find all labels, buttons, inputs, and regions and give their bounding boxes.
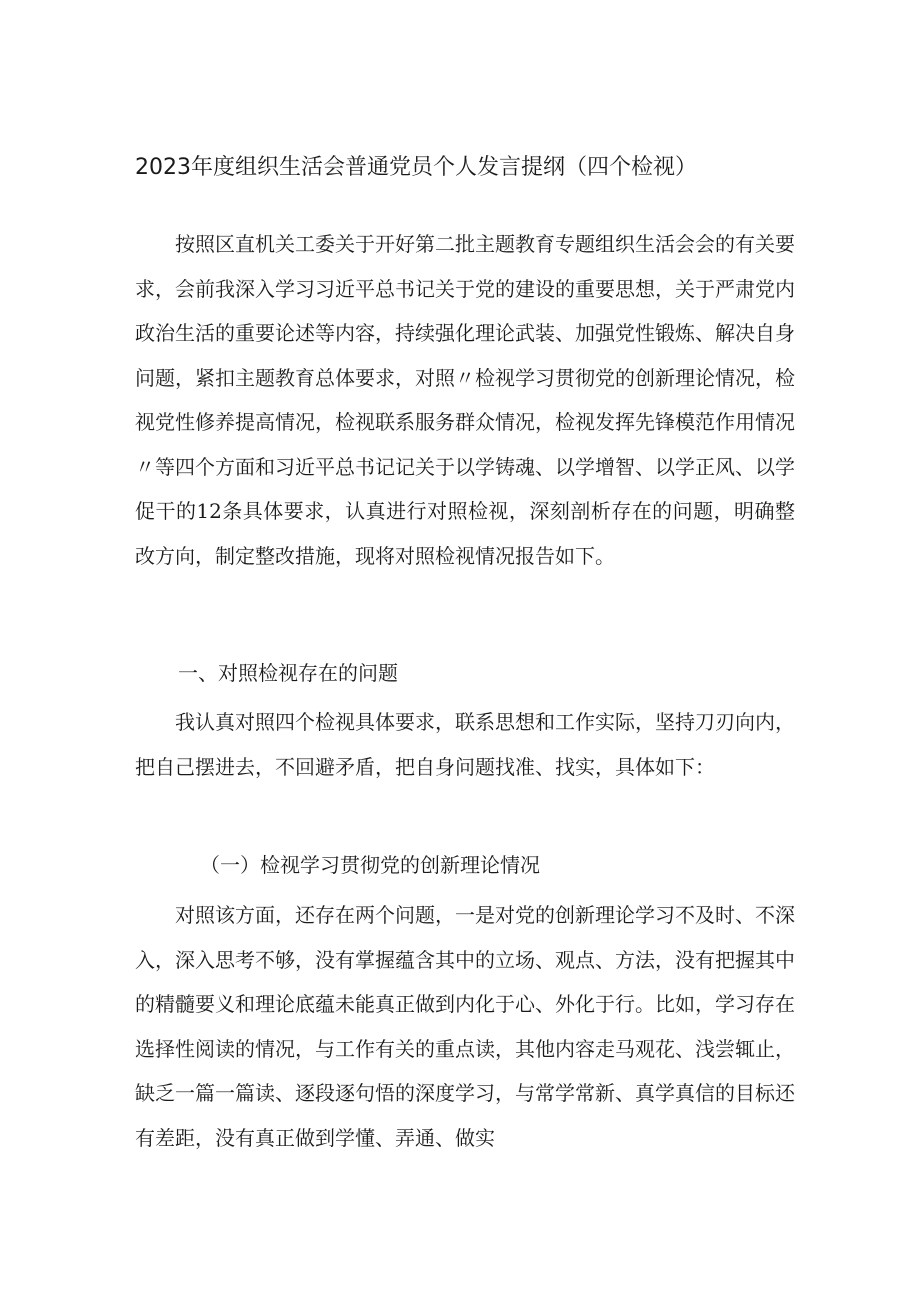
document-title: 2023年度组织生活会普通党员个人发言提纲（四个检视） [135,155,697,180]
subsection-paragraph: 对照该方面，还存在两个问题，一是对党的创新理论学习不及时、不深入，深入思考不够，没有掌握蕴含其中的立场、观点、方法，没有把握其中的精髓要义和理论底蕴未能真正做到内化于心、外化于行。比如，学习存在选择性阅读的情况，与工作有关的重点读，其他内容走马观花、浅尝辄止，缺乏一篇一篇读、逐段逐句悟的深度学习，与常学常新、真学真信的目标还有差距，没有真正做到学懂、弄通、做实 [135,903,795,1150]
section-heading: 一、对照检视存在的问题 [178,661,398,685]
section-paragraph: 我认真对照四个检视具体要求，联系思想和工作实际，坚持刀刃向内，把自己摆进去，不回避矛盾，把自身问题找准、找实，具体如下： [135,710,795,779]
intro-paragraph: 按照区直机关工委关于开好第二批主题教育专题组织生活会会的有关要求，会前我深入学习习近平总书记关于党的建设的重要思想，关于严肃党内政治生活的重要论述等内容，持续强化理论武装、加强党性锻炼、解决自身问题，紧扣主题教育总体要求，对照〃检视学习贯彻党的创新理论情况，检视党性修养提高情况，检视联系服务群众情况，检视发挥先锋模范作用情况〃等四个方面和习近平总书记记关于以学铸魂、以学增智、以学正风、以学促干的12条具体要求，认真进行对照检视，深刻剖析存在的问题，明确整改方向，制定整改措施，现将对照检视情况报告如下。 [135,232,795,568]
subsection-heading: （一）检视学习贯彻党的创新理论情况 [200,853,540,877]
